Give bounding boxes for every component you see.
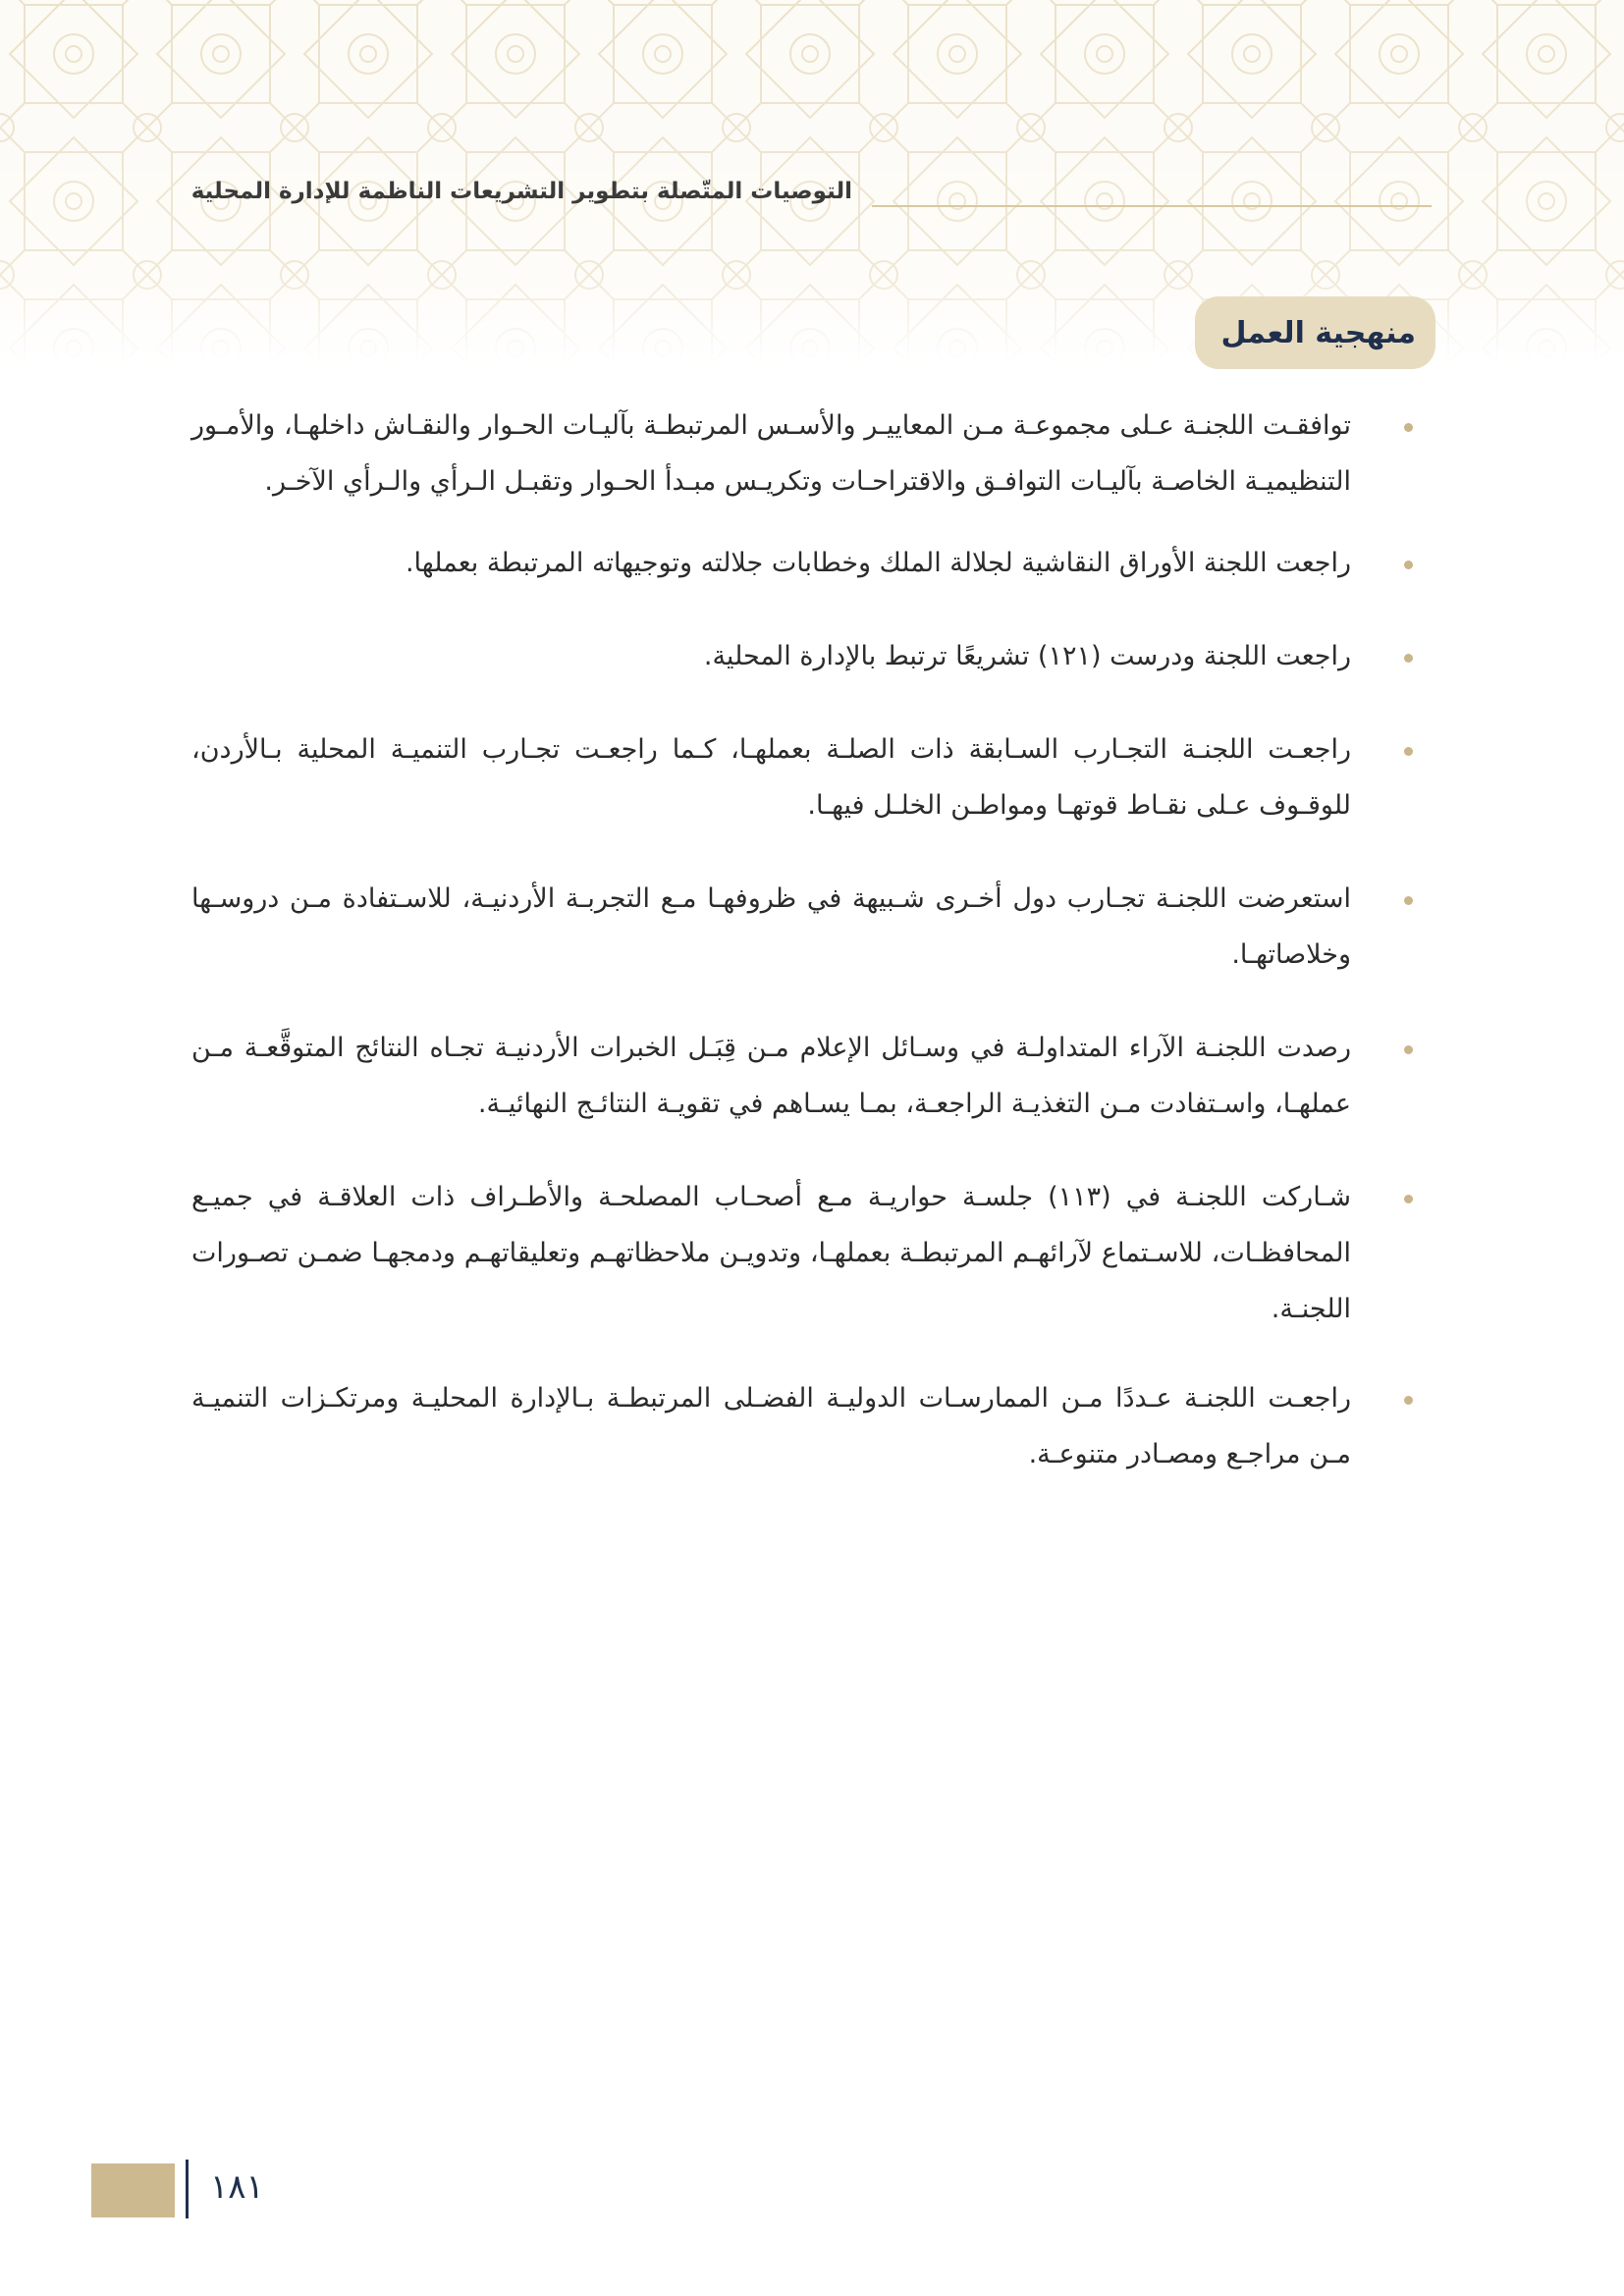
bullet-icon: [1404, 561, 1413, 569]
bullet-icon: [1404, 896, 1413, 905]
list-item-text: راجعت اللجنة ودرست (١٢١) تشريعًا ترتبط بالإدارة المحلية.: [703, 641, 1351, 671]
list-item-text: راجعـت اللجنـة التجـارب السـابقة ذات الصلـة بعملهـا، كـما راجعـت تجـارب التنميـة المحلية بـالأردن، للوقـوف عـلى نقـاط قوتهـا ومواطـن الخلـل فيهـا.: [191, 734, 1351, 821]
page-number-divider: [186, 2160, 189, 2218]
bullet-icon: [1404, 1396, 1413, 1405]
page-number-tab: [91, 2163, 175, 2217]
section-heading: [1195, 296, 1435, 369]
list-item: [191, 721, 1431, 833]
bullet-icon: [1404, 654, 1413, 663]
list-item-text: راجعت اللجنة الأوراق النقاشية لجلالة الملك وخطابات جلالته وتوجيهاته المرتبطة بعملها.: [405, 548, 1351, 578]
list-item-text: رصدت اللجنـة الآراء المتداولـة في وسـائل الإعلام مـن قِبَـل الخبرات الأردنيـة تجـاه النتائج المتوقَّعـة مـن عملهـا، واسـتفادت مـن التغذيـة الراجعـة، بمـا يسـاهم في تقويـة النتائـج النهائيـة.: [191, 1033, 1351, 1119]
list-item: [191, 871, 1431, 983]
list-item: [191, 1169, 1431, 1337]
page-number: ١٨١: [210, 2167, 264, 2207]
list-item-text: استعرضت اللجنـة تجـارب دول أخـرى شـبيهة في ظروفهـا مـع التجربـة الأردنيـة، للاسـتفادة مـن دروسـها وخلاصاتهـا.: [191, 883, 1351, 970]
list-item: [191, 535, 1431, 591]
running-title: التوصيات المتّصلة بتطوير التشريعات الناظمة للإدارة المحلية: [190, 179, 852, 204]
list-item: [191, 1370, 1431, 1482]
bullet-icon: [1404, 747, 1413, 756]
list-item: [191, 1020, 1431, 1132]
list-item: [191, 628, 1431, 684]
running-title-rule: [872, 205, 1432, 207]
list-item: [191, 398, 1431, 509]
methodology-list: [191, 398, 1431, 1482]
bullet-icon: [1404, 423, 1413, 432]
bullet-icon: [1404, 1195, 1413, 1203]
section-heading-text: منهجية العمل: [1220, 315, 1416, 350]
list-item-text: توافقـت اللجنـة عـلى مجموعـة مـن المعاييـر والأسـس المرتبطـة بآليـات الحـوار والنقـاش داخلهـا، والأمـور التنظيميـة الخاصـة بآليـات التوافـق والاقتراحـات وتكريـس مبـدأ الحـوار وتقبـل الـرأي والـرأي الآخـر.: [191, 410, 1351, 497]
bullet-icon: [1404, 1045, 1413, 1054]
list-item-text: راجعـت اللجنـة عـددًا مـن الممارسـات الدوليـة الفضـلى المرتبطـة بـالإدارة المحليـة ومرتكـزات التنميـة مـن مراجـع ومصـادر متنوعـة.: [191, 1383, 1351, 1469]
list-item-text: شـاركت اللجنـة في (١١٣) جلسـة حواريـة مـع أصحـاب المصلحـة والأطـراف ذات العلاقـة في جميـع المحافظـات، للاسـتماع لآرائهـم المرتبطـة بعملهـا، وتدويـن ملاحظاتهـم وتعليقاتهـم ودمجهـا ضمـن تصـورات اللجنـة.: [191, 1182, 1351, 1324]
